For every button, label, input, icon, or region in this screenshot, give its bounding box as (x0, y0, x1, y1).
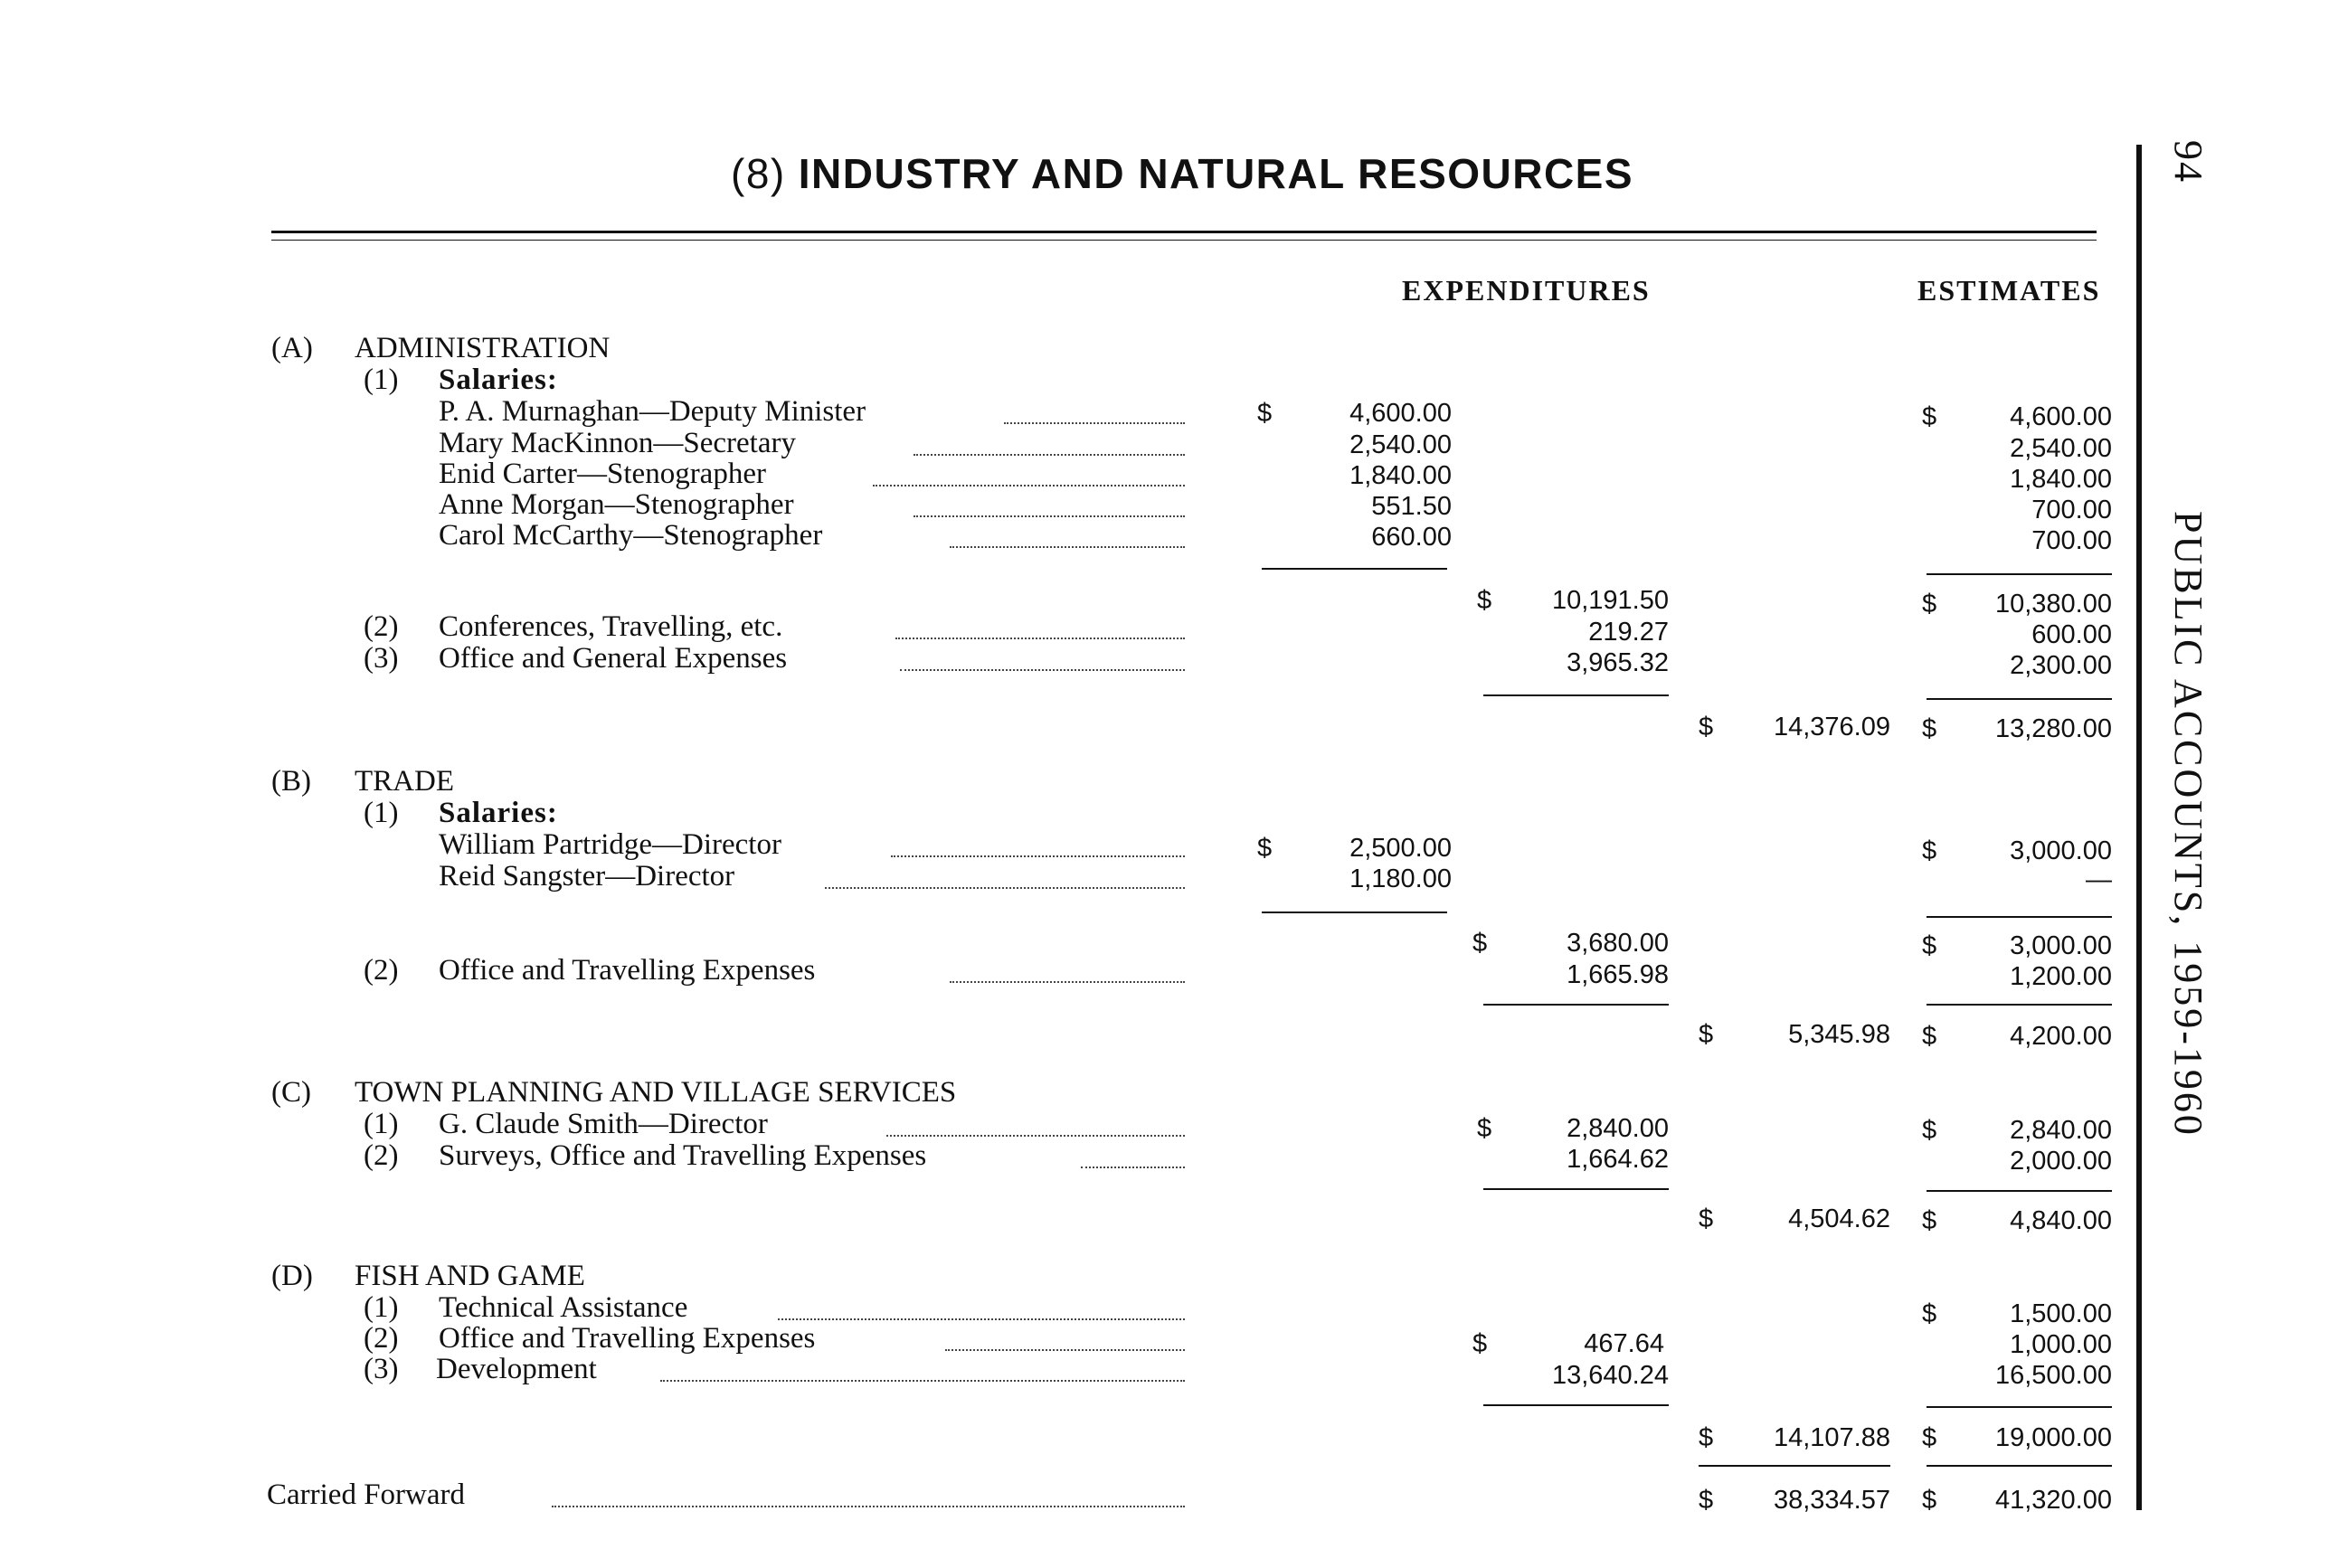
section-a-label: (A) (271, 332, 313, 364)
a-total-est: 13,280.00 (1994, 714, 2112, 743)
a-item-exp: 3,965.32 (1567, 648, 1669, 677)
a-salary-name: Enid Carter—Stenographer (439, 458, 766, 490)
a-item-number: (3) (364, 642, 399, 675)
leader-dots (891, 855, 1185, 857)
section-c-label: (C) (271, 1076, 311, 1109)
section-a-sub1-title: Salaries: (439, 364, 558, 396)
section-b-sub1-number: (1) (364, 797, 399, 829)
b-total-est: 4,200.00 (2010, 1022, 2112, 1051)
b-item-est: 1,200.00 (2010, 962, 2112, 991)
leader-dots (950, 546, 1185, 548)
d-item-number: (2) (364, 1322, 399, 1355)
leader-dots (825, 887, 1185, 889)
a-item-exp: 219.27 (1588, 618, 1669, 647)
leader-dots (1081, 1167, 1185, 1168)
currency-sign: $ (1699, 713, 1714, 741)
c-item-name: Surveys, Office and Travelling Expenses (439, 1139, 927, 1172)
grand-total-rule (1927, 1465, 2112, 1467)
leader-dots (552, 1506, 1185, 1507)
total-rule (1927, 1004, 2112, 1006)
c-item-number: (1) (364, 1108, 399, 1140)
c-item-exp: 1,664.62 (1567, 1145, 1669, 1174)
currency-sign: $ (1699, 1020, 1714, 1049)
leader-dots (895, 638, 1185, 639)
expenditures-column-header: EXPENDITURES (1402, 274, 1651, 307)
total-rule (1927, 698, 2112, 700)
currency-sign: $ (1472, 929, 1488, 958)
a-salary-exp: 660.00 (1371, 523, 1452, 552)
c-total-est: 4,840.00 (2010, 1206, 2112, 1235)
a-salary-name: Carol McCarthy—Stenographer (439, 519, 823, 552)
b-salary-exp: 1,180.00 (1349, 864, 1452, 893)
a-item-number: (2) (364, 610, 399, 643)
d-item-number: (3) (364, 1353, 399, 1385)
a-salary-exp: 2,540.00 (1349, 430, 1452, 459)
currency-sign: $ (1922, 1022, 1937, 1051)
leader-dots (914, 515, 1185, 517)
total-rule (1483, 694, 1669, 696)
currency-sign: $ (1922, 402, 1937, 431)
total-rule (1483, 1004, 1669, 1006)
d-item-exp: 13,640.24 (1551, 1361, 1669, 1390)
a-item-est: 2,300.00 (2010, 651, 2112, 680)
currency-sign: $ (1477, 1114, 1492, 1143)
currency-sign: $ (1922, 1423, 1937, 1452)
d-total-exp: 14,107.88 (1773, 1423, 1890, 1452)
a-salary-est: 700.00 (2031, 496, 2112, 524)
currency-sign: $ (1257, 834, 1273, 863)
currency-sign: $ (1922, 931, 1937, 960)
total-rule (1483, 1404, 1669, 1406)
currency-sign: $ (1472, 1329, 1488, 1358)
b-item-name: Office and Travelling Expenses (439, 954, 816, 987)
currency-sign: $ (1922, 1486, 1937, 1515)
a-salary-est: 2,540.00 (2010, 434, 2112, 463)
currency-sign: $ (1257, 399, 1273, 428)
estimates-column-header: ESTIMATES (1917, 274, 2101, 307)
c-item-name: G. Claude Smith—Director (439, 1108, 768, 1140)
d-item-est: 1,500.00 (2010, 1299, 2112, 1328)
d-item-est: 16,500.00 (1994, 1361, 2112, 1390)
d-item-name: Office and Travelling Expenses (439, 1322, 816, 1355)
total-rule (1927, 1190, 2112, 1192)
subtotal-rule (1262, 912, 1447, 913)
currency-sign: $ (1699, 1486, 1714, 1515)
total-rule (1927, 1406, 2112, 1408)
subtotal-rule (1927, 573, 2112, 575)
currency-sign: $ (1922, 1116, 1937, 1145)
a-salary-name: Anne Morgan—Stenographer (439, 488, 794, 521)
a-salary-exp: 1,840.00 (1349, 461, 1452, 490)
b-salaries-total-est: 3,000.00 (2010, 931, 2112, 960)
a-salary-exp: 551.50 (1371, 492, 1452, 521)
section-c-title: TOWN PLANNING AND VILLAGE SERVICES (355, 1076, 957, 1109)
a-salary-est: 4,600.00 (2010, 402, 2112, 431)
a-total-exp: 14,376.09 (1773, 713, 1890, 741)
leader-dots (900, 669, 1185, 671)
leader-dots (1004, 422, 1185, 424)
carried-forward-exp: 38,334.57 (1773, 1486, 1890, 1515)
b-salary-name: Reid Sangster—Director (439, 860, 735, 893)
section-b-label: (B) (271, 765, 311, 798)
a-salary-est: 700.00 (2031, 526, 2112, 555)
d-item-est: 1,000.00 (2010, 1330, 2112, 1359)
b-salary-exp: 2,500.00 (1349, 834, 1452, 863)
b-item-number: (2) (364, 954, 399, 987)
a-item-name: Conferences, Travelling, etc. (439, 610, 783, 643)
d-item-exp: 467.64 (1584, 1329, 1664, 1358)
title-text: INDUSTRY AND NATURAL RESOURCES (798, 150, 1634, 197)
section-a-title: ADMINISTRATION (355, 332, 611, 364)
a-item-est: 600.00 (2031, 620, 2112, 649)
currency-sign: $ (1922, 714, 1937, 743)
c-item-est: 2,000.00 (2010, 1147, 2112, 1176)
title-number: (8) (731, 150, 786, 197)
currency-sign: $ (1699, 1204, 1714, 1233)
d-item-name: Technical Assistance (439, 1291, 688, 1324)
section-d-label: (D) (271, 1260, 313, 1292)
c-item-exp: 2,840.00 (1567, 1114, 1669, 1143)
b-salary-est: 3,000.00 (2010, 836, 2112, 865)
title-rule-thin (271, 240, 2097, 241)
leader-dots (873, 485, 1185, 486)
grand-total-rule (1699, 1465, 1890, 1467)
carried-forward-est: 41,320.00 (1994, 1486, 2112, 1515)
c-item-est: 2,840.00 (2010, 1116, 2112, 1145)
a-salaries-total-est: 10,380.00 (1994, 590, 2112, 619)
c-total-exp: 4,504.62 (1788, 1204, 1890, 1233)
currency-sign: $ (1922, 1206, 1937, 1235)
currency-sign: $ (1922, 590, 1937, 619)
leader-dots (778, 1318, 1185, 1320)
section-b-title: TRADE (355, 765, 454, 798)
a-salary-exp: 4,600.00 (1349, 399, 1452, 428)
carried-forward-label: Carried Forward (267, 1478, 466, 1511)
b-total-exp: 5,345.98 (1788, 1020, 1890, 1049)
currency-sign: $ (1477, 586, 1492, 615)
c-item-number: (2) (364, 1139, 399, 1172)
a-item-name: Office and General Expenses (439, 642, 788, 675)
subtotal-rule (1927, 916, 2112, 918)
a-salary-est: 1,840.00 (2010, 465, 2112, 494)
total-rule (1483, 1188, 1669, 1190)
d-item-number: (1) (364, 1291, 399, 1324)
section-a-sub1-number: (1) (364, 364, 399, 396)
page-title (731, 149, 1633, 198)
subtotal-rule (1262, 568, 1447, 570)
b-salaries-total-exp: 3,680.00 (1567, 929, 1669, 958)
a-salary-name: P. A. Murnaghan—Deputy Minister (439, 395, 866, 428)
currency-sign: $ (1922, 836, 1937, 865)
running-head: PUBLIC ACCOUNTS, 1959-1960 (2166, 511, 2211, 1138)
b-salary-est: — (2086, 865, 2112, 894)
a-salaries-total-exp: 10,191.50 (1551, 586, 1669, 615)
leader-dots (886, 1135, 1185, 1137)
margin-running-head (2157, 140, 2220, 1225)
leader-dots (950, 981, 1185, 983)
b-item-exp: 1,665.98 (1567, 960, 1669, 989)
leader-dots (945, 1349, 1185, 1351)
b-salary-name: William Partridge—Director (439, 828, 781, 861)
section-d-title: FISH AND GAME (355, 1260, 585, 1292)
page-number: 94 (2166, 140, 2211, 184)
d-item-name: Development (436, 1353, 597, 1385)
leader-dots (914, 454, 1185, 456)
d-total-est: 19,000.00 (1994, 1423, 2112, 1452)
title-rule-thick (271, 231, 2097, 233)
section-b-sub1-title: Salaries: (439, 797, 558, 829)
currency-sign: $ (1922, 1299, 1937, 1328)
currency-sign: $ (1699, 1423, 1714, 1452)
margin-rule (2136, 145, 2142, 1510)
leader-dots (660, 1380, 1185, 1382)
a-salary-name: Mary MacKinnon—Secretary (439, 427, 796, 459)
